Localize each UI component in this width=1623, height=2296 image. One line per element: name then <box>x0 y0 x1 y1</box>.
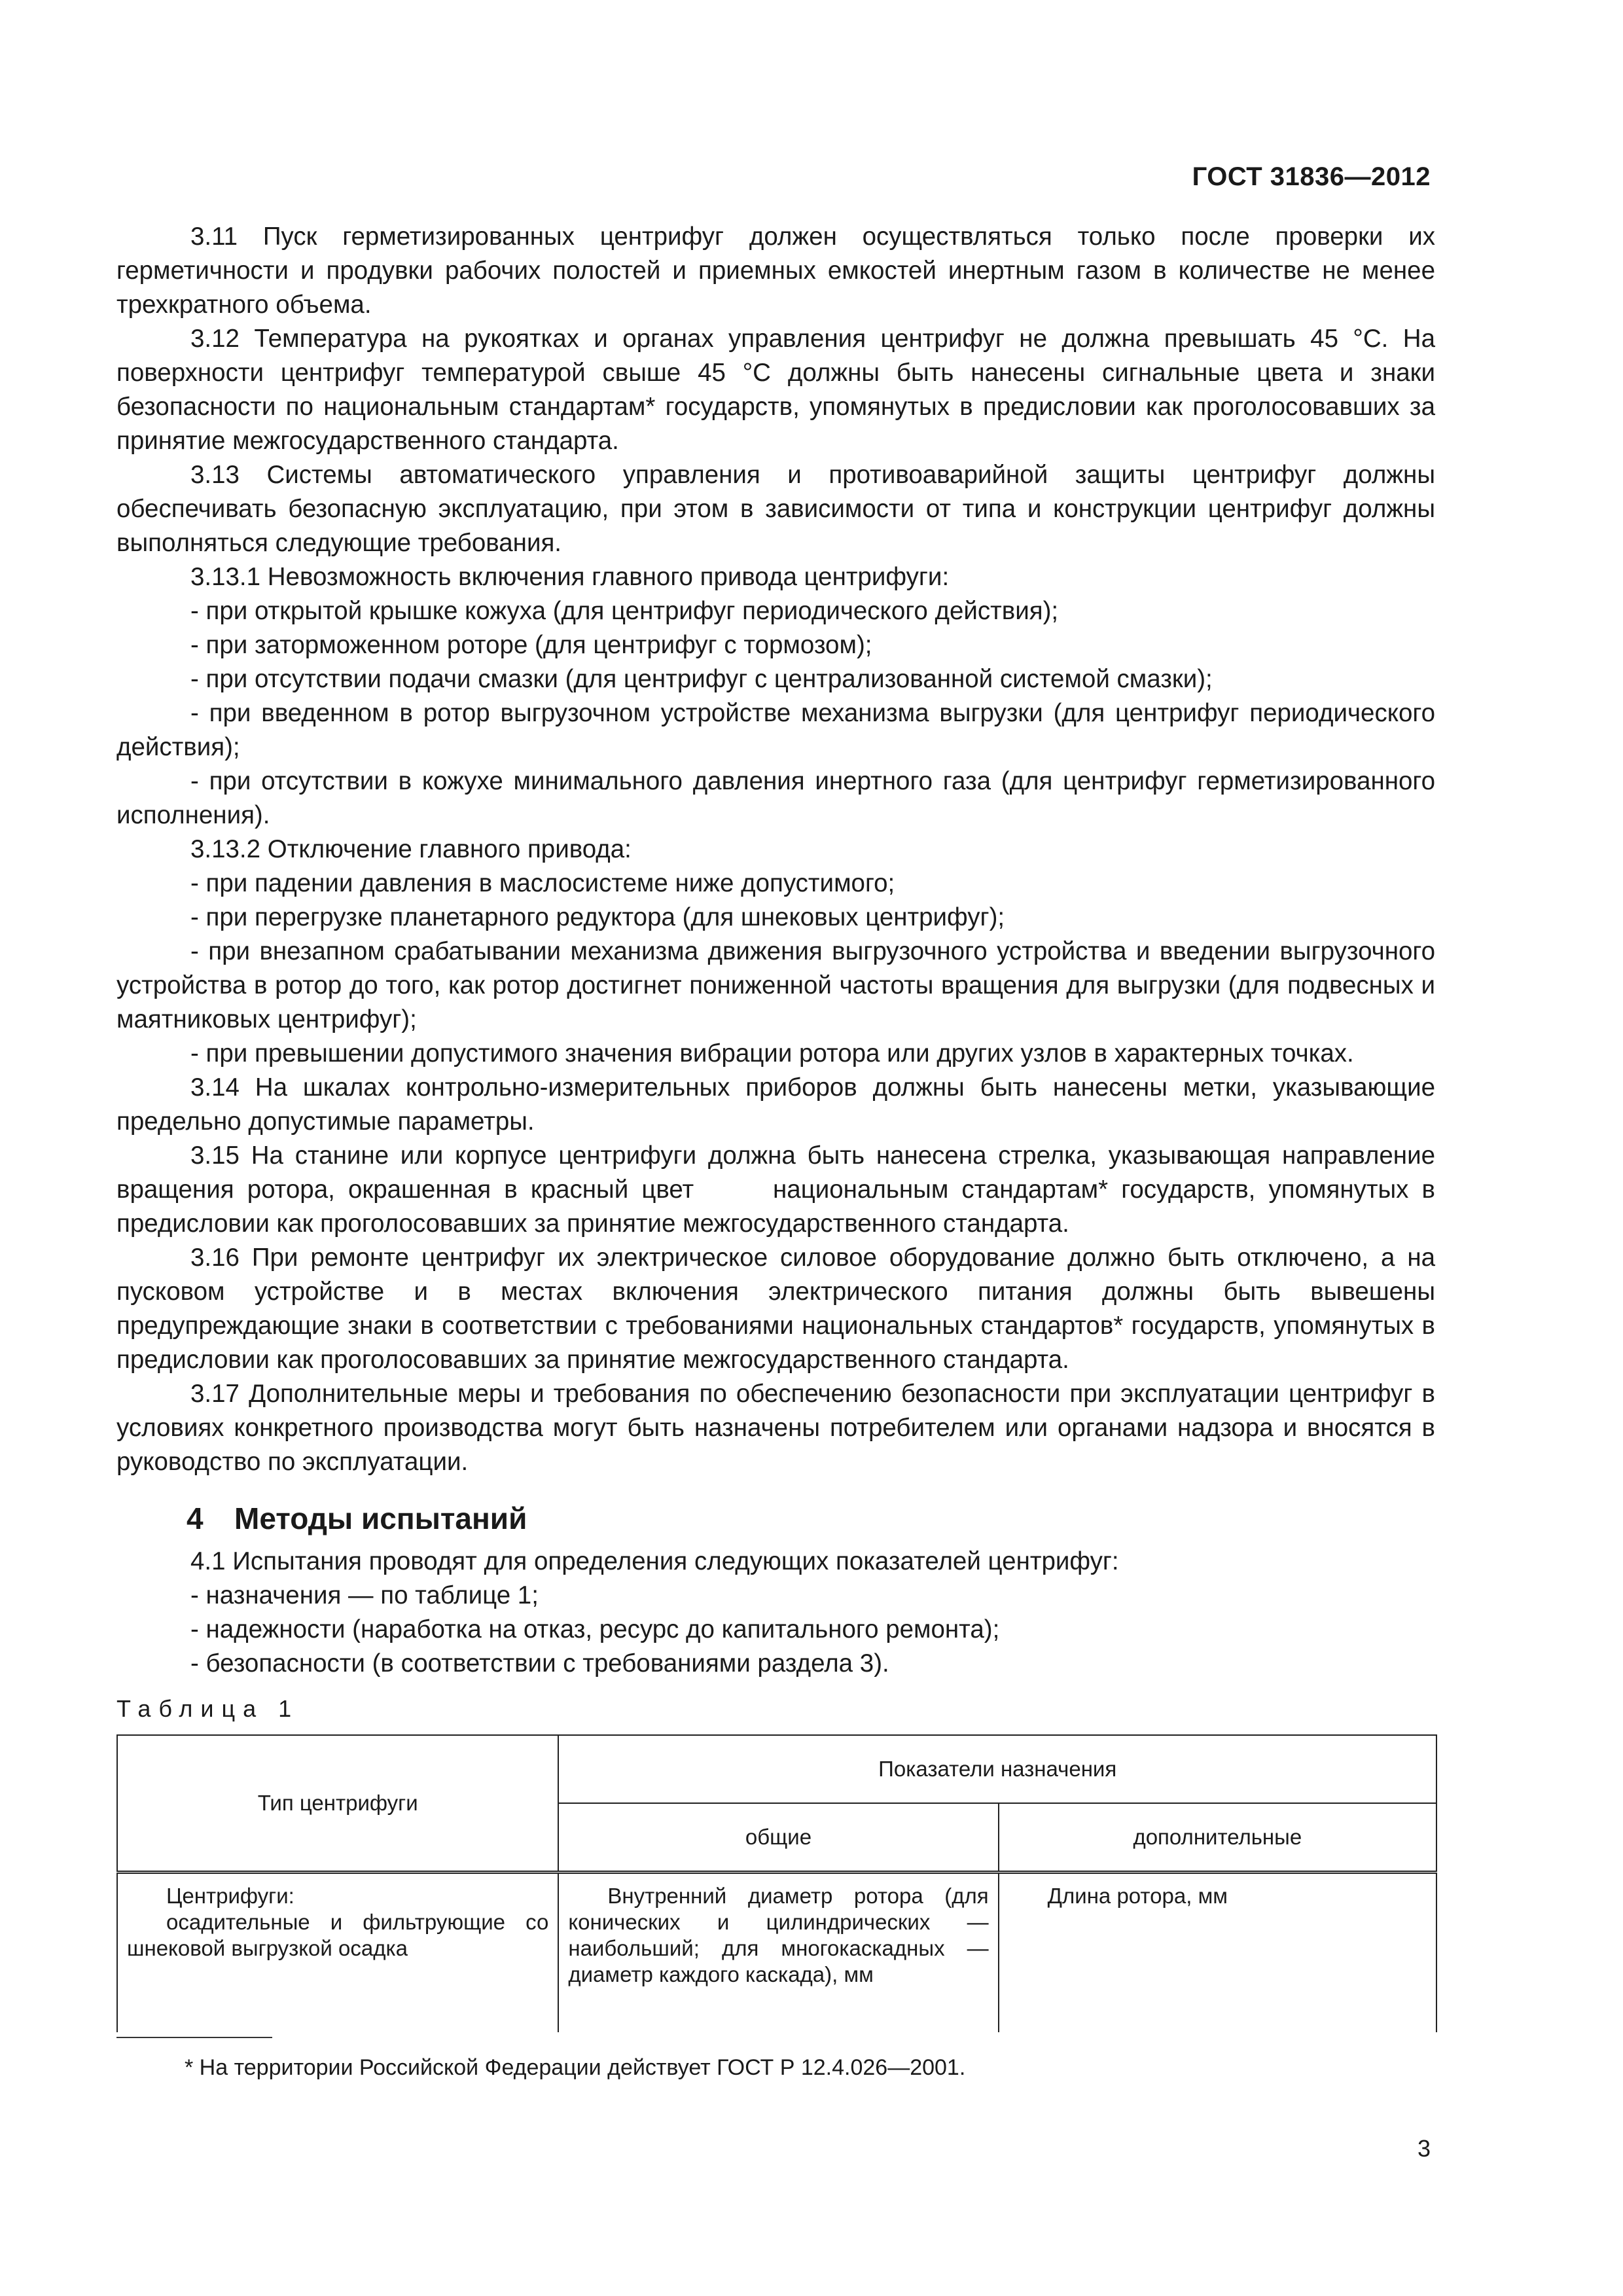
footnote: * На территории Российской Федерации действует ГОСТ Р 12.4.026—2001. <box>185 2055 966 2080</box>
paragraph-3-15: 3.15 На станине или корпусе центрифуги должна быть нанесена стрелка, указывающая направление вращения ротора, окрашенная в красный цвет национальным стандартам* государств, упомянутых в предисловии как проголосовавших за принятие межгосударственного стандарта. <box>116 1141 1442 1238</box>
list-item: - при перегрузке планетарного редуктора (для шнековых центрифуг); <box>190 903 1005 931</box>
list-item: - при внезапном срабатывании механизма движения выгрузочного устройства и введении выгрузочного устройства в ротор до того, как ротор достигнет пониженной частоты вращения для выгрузки (для подвесных и маятниковых центрифуг); <box>116 937 1435 1033</box>
list-item: - при заторможенном роторе (для центрифуг с тормозом); <box>190 631 872 659</box>
list-item: - при падении давления в маслосистеме ниже допустимого; <box>190 869 895 897</box>
table-caption: Таблица 1 <box>116 1695 300 1722</box>
centrifuge-table <box>116 1734 1437 2032</box>
section-number: 4 <box>187 1501 204 1535</box>
list-item: - безопасности (в соответствии с требованиями раздела 3). <box>190 1649 889 1677</box>
paragraph-3-13-2: 3.13.2 Отключение главного привода: <box>190 835 632 863</box>
list-item: - при открытой крышке кожуха (для центрифуг периодического действия); <box>190 597 1059 625</box>
header-group: Показатели назначения <box>558 1735 1436 1803</box>
list-item: - при отсутствии в кожухе минимального давления инертного газа (для центрифуг герметизированного исполнения). <box>116 767 1435 829</box>
paragraph-3-13-1: 3.13.1 Невозможность включения главного привода центрифуги: <box>190 563 950 591</box>
cell-additional: Длина ротора, мм <box>999 1873 1436 2033</box>
cell-type-line2: осадительные и фильтрующие со шнековой выгрузкой осадка <box>127 1910 549 1960</box>
header-additional: дополнительные <box>999 1803 1436 1873</box>
cell-type-line1: Центрифуги: <box>166 1884 294 1908</box>
cell-type <box>117 1873 558 2033</box>
header-general: общие <box>558 1803 998 1873</box>
paragraph-4-1: 4.1 Испытания проводят для определения следующих показателей центрифуг: <box>190 1547 1119 1575</box>
list-item: - надежности (наработка на отказ, ресурс до капитального ремонта); <box>190 1615 1000 1643</box>
paragraph-3-13: 3.13 Системы автоматического управления и противоаварийной защиты центрифуг должны обеспечивать безопасную эксплуатацию, при этом в зависимости от типа и конструкции центрифуг должны выполняться следующие требования. <box>116 461 1435 557</box>
section-heading <box>116 1499 1435 1538</box>
paragraph-3-14: 3.14 На шкалах контрольно-измерительных приборов должны быть нанесены метки, указывающие предельно допустимые параметры. <box>116 1073 1435 1136</box>
section-title: Методы испытаний <box>234 1501 527 1535</box>
list-item: - при введенном в ротор выгрузочном устройстве механизма выгрузки (для центрифуг периодического действия); <box>116 699 1435 761</box>
document-body <box>116 220 1442 1681</box>
cell-general: Внутренний диаметр ротора (для конических и цилиндрических — наибольший; для многокаскадных — диаметр каждого каскада), мм <box>558 1873 998 2033</box>
paragraph-3-12: 3.12 Температура на рукоятках и органах управления центрифуг не должна превышать 45 °С. На поверхности центрифуг температурой свыше 45 °С должны быть нанесены сигнальные цвета и знаки безопасности по национальным стандартам* государств, упомянутых в предисловии как проголосовавших за принятие межгосударственного стандарта. <box>116 325 1435 455</box>
footnote-divider <box>116 2037 272 2038</box>
list-item: - назначения — по таблице 1; <box>190 1581 539 1609</box>
paragraph-3-16: 3.16 При ремонте центрифуг их электрическое силовое оборудование должно быть отключено, а на пусковом устройстве и в местах включения электрического питания должны быть вывешены предупреждающие знаки в соответствии с требованиями национальных стандартов* государств, упомянутых в предисловии как проголосовавших за принятие межгосударственного стандарта. <box>116 1244 1435 1374</box>
page-number: 3 <box>1417 2135 1431 2162</box>
paragraph-3-17: 3.17 Дополнительные меры и требования по обеспечению безопасности при эксплуатации центрифуг в условиях конкретного производства могут быть назначены потребителем или органами надзора и вносятся в руководство по эксплуатации. <box>116 1380 1435 1476</box>
list-item: - при превышении допустимого значения вибрации ротора или других узлов в характерных точках. <box>190 1039 1354 1067</box>
table-row <box>117 1873 1436 2033</box>
standard-code-header: ГОСТ 31836—2012 <box>1192 162 1431 191</box>
header-type: Тип центрифуги <box>117 1735 558 1873</box>
paragraph-3-11: 3.11 Пуск герметизированных центрифуг должен осуществляться только после проверки их герметичности и продувки рабочих полостей и приемных емкостей инертным газом в количестве не менее трехкратного объема. <box>116 223 1435 319</box>
list-item: - при отсутствии подачи смазки (для центрифуг с централизованной системой смазки); <box>190 665 1213 693</box>
